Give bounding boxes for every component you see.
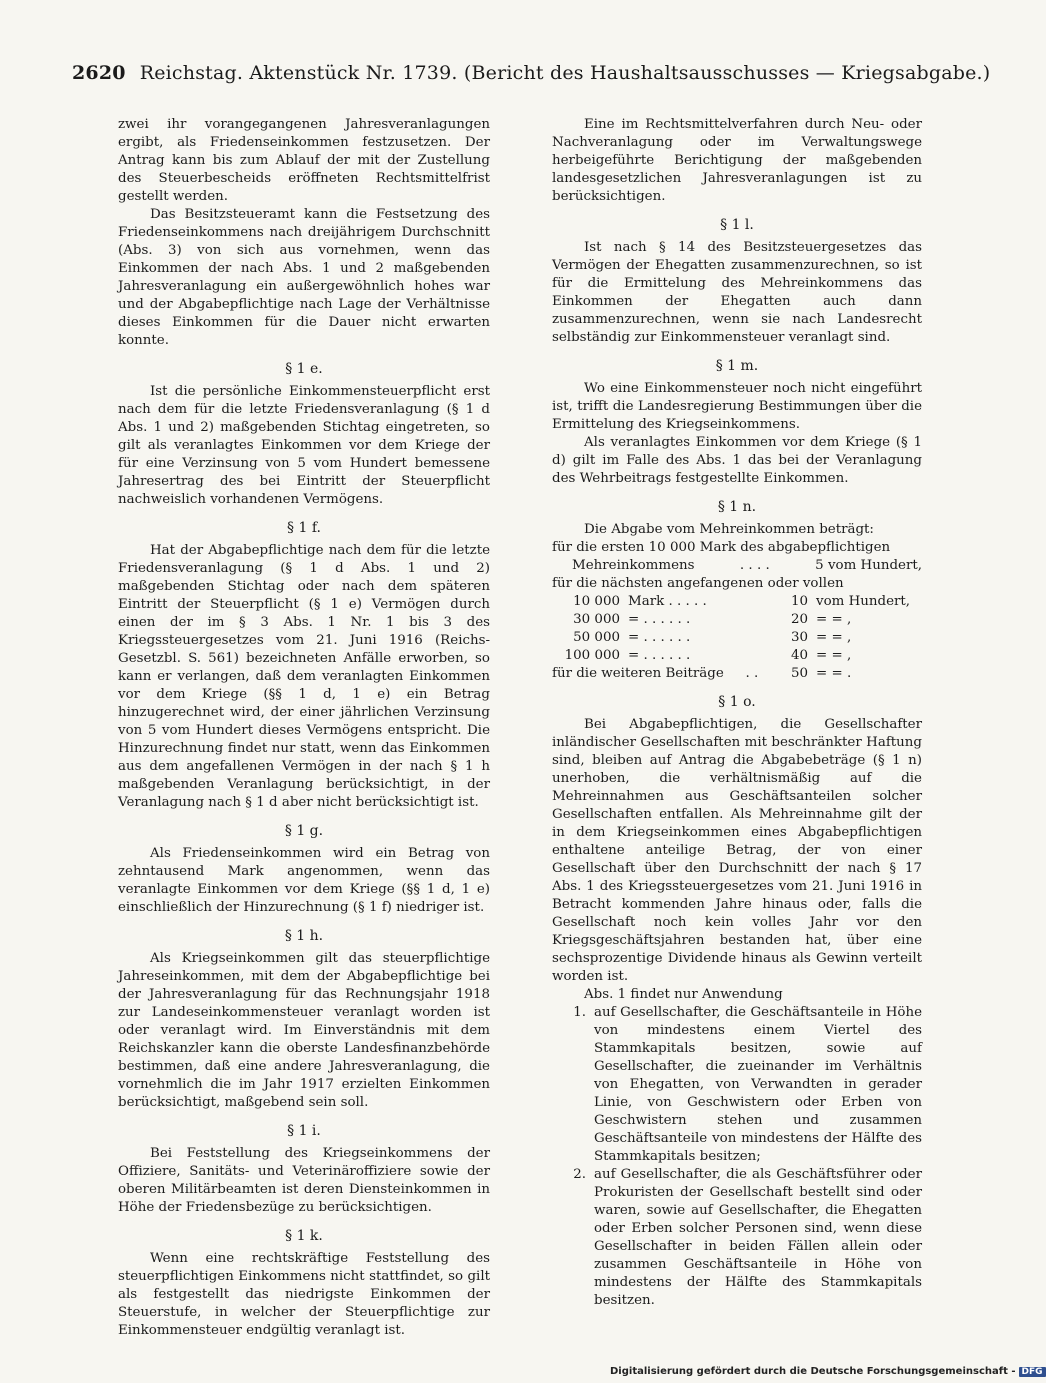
list-item: [552, 1004, 922, 1166]
paragraph: Bei Abgabepflichtigen, die Gesellschafter inländischer Gesellschaften mit beschränkter Haftung sind, bleiben auf Antrag die Abgabebeträge (§ 1 n) unerhoben, die verhältnismäßig auf die Mehreinnahmen aus Geschäftsanteilen solcher Gesellschaften entfallen. Als Mehreinnahme gilt der in dem Kriegseinkommen eines Abgabepflichtigen enthaltene anteilige Betrag, der von einer Gesellschaft über den Durchschnitt der nach § 17 Abs. 1 des Kriegssteuergesetzes vom 21. Juni 1916 in Betracht kommenden Jahre hinaus oder, falls die Gesellschaft noch kein volles Jahr vor den Kriegsgeschäftsjahren bestanden hat, über eine sechsprozentige Dividende hinaus als Gewinn verteilt worden ist.: [552, 717, 922, 984]
rate-label: = . . . . . .: [628, 612, 691, 627]
rate-last-dots: . .: [745, 666, 759, 681]
section-heading: § 1 m.: [715, 358, 759, 374]
credit-text: Digitalisierung gefördert durch die Deutsche Forschungsgemeinschaft -: [610, 1366, 1016, 1377]
rate-first-dots: . . . .: [739, 558, 770, 573]
digitization-credit: [610, 1366, 1046, 1377]
rate-unit: = = ,: [816, 612, 852, 627]
rate-first-line: für die ersten 10 000 Mark des abgabepflichtigen: [552, 540, 891, 555]
section-heading: § 1 l.: [720, 217, 754, 233]
section-heading: § 1 n.: [717, 499, 757, 515]
rate-row: [552, 629, 922, 647]
rate-amount: 50 000: [573, 630, 620, 645]
rate-label: = . . . . . .: [628, 648, 691, 663]
paragraph: Das Besitzsteueramt kann die Festsetzung des Friedenseinkommens nach dreijährigem Durchschnitt (Abs. 3) von sich aus vornehmen, wenn das Einkommen der nach Abs. 1 und 2 maßgebenden Jahresveranlagung ein außergewöhnlich hohes war und der Abgabepflichtige nach Lage der Verhältnisse dieses Einkommen für die Dauer nicht erwarten konnte.: [118, 207, 490, 348]
rate-percent: 10: [790, 594, 808, 609]
rate-next-line: für die nächsten angefangenen oder vollen: [552, 576, 844, 591]
rate-unit: = = ,: [816, 648, 852, 663]
rate-unit: = = ,: [816, 630, 852, 645]
section-heading: § 1 h.: [284, 928, 324, 944]
right-column: [552, 116, 922, 1310]
rate-last-unit: = = .: [816, 666, 852, 681]
rate-first-value: 5 vom Hundert,: [815, 558, 922, 573]
rate-amount: 10 000: [573, 594, 620, 609]
paragraph: Eine im Rechtsmittelverfahren durch Neu- oder Nachveranlagung oder im Verwaltungswege herbeigeführte Berichtigung der maßgebenden landesgesetzlichen Jahresveranlagungen ist zu berücksichtigen.: [552, 117, 922, 204]
paragraph: Bei Feststellung des Kriegseinkommens der Offiziere, Sanitäts- und Veterinäroffiziere sowie der oberen Militärbeamten ist deren Diensteinkommen in Höhe der Friedensbezüge zu berücksichtigen.: [118, 1146, 490, 1215]
paragraph: Ist nach § 14 des Besitzsteuergesetzes das Vermögen der Ehegatten zusammenzurechnen, so ist für die Ermittelung des Mehreinkommens das Einkommen der Ehegatten auch dann zusammenzurechnen, wenn sie nach Landesrecht selbständig zur Einkommensteuer veranlagt sind.: [552, 240, 922, 345]
rate-first-label: Mehreinkommens: [572, 558, 695, 573]
rate-row: [552, 647, 922, 665]
rate-last-row: [552, 665, 922, 683]
rate-amount: 100 000: [564, 648, 620, 663]
rate-last-label: für die weiteren Beiträge: [552, 666, 724, 681]
rate-intro: Die Abgabe vom Mehreinkommen beträgt:: [584, 522, 874, 537]
section-heading: § 1 f.: [287, 520, 321, 536]
list-item-number: 2.: [573, 1167, 586, 1182]
paragraph: Ist die persönliche Einkommensteuerpflicht erst nach dem für die letzte Friedensveranlagung (§ 1 d Abs. 1 und 2) maßgebenden Stichtag eingetreten, so gilt als veranlagtes Einkommen vor dem Kriege der für eine Verzinsung von 5 vom Hundert bemessene Jahresertrag des bei Eintritt der Steuerpflicht nachweislich vorhandenen Vermögens.: [118, 384, 490, 507]
list-item: [552, 1166, 922, 1310]
rate-percent: 20: [790, 612, 808, 627]
dfg-logo: DFG: [1019, 1367, 1046, 1377]
paragraph: zwei ihr vorangegangenen Jahresveranlagungen ergibt, als Friedenseinkommen festzusetzen. Der Antrag kann bis zum Ablauf der mit der Zustellung des Steuerbescheids eröffneten Rechtsmittelfrist gestellt werden.: [118, 117, 490, 204]
section-heading: § 1 o.: [718, 694, 756, 710]
paragraph: Als veranlagtes Einkommen vor dem Kriege (§ 1 d) gilt im Falle des Abs. 1 das bei der Veranlagung des Wehrbeitrags festgestellte Einkommen.: [552, 435, 922, 486]
rate-percent: 30: [790, 630, 808, 645]
rate-unit: vom Hundert,: [816, 594, 911, 609]
rate-row: [552, 611, 922, 629]
rate-label: = . . . . . .: [628, 630, 691, 645]
rate-percent: 40: [790, 648, 808, 663]
rate-table: [552, 539, 922, 683]
section-heading: § 1 i.: [287, 1123, 321, 1139]
left-column: [118, 116, 490, 1340]
rate-label: Mark . . . . .: [628, 594, 707, 609]
paragraph: Abs. 1 findet nur Anwendung: [584, 987, 783, 1002]
paragraph: Hat der Abgabepflichtige nach dem für die letzte Friedensveranlagung (§ 1 d Abs. 1 und 2) maßgebenden Stichtag oder nach dem späteren Eintritt der Steuerpflicht (§ 1 e) Vermögen durch einen der im § 3 Abs. 1 Nr. 1 bis 3 des Kriegssteuergesetzes vom 21. Juni 1916 (Reichs-Gesetzbl. S. 561) bezeichneten Anfälle erworben, so kann er verlangen, daß dem veranlagten Einkommen vor dem Kriege (§§ 1 d, 1 e) ein Betrag hinzugerechnet wird, der einer jährlichen Verzinsung von 5 vom Hundert dieses Vermögens entspricht. Die Hinzurechnung findet nur statt, wenn das Einkommen aus dem angefallenen Vermögen in der nach § 1 h maßgebenden Veranlagung berücksichtigt, in der Veranlagung nach § 1 d aber nicht berücksichtigt ist.: [118, 543, 490, 810]
list-item-text: auf Gesellschafter, die als Geschäftsführer oder Prokuristen der Gesellschaft bestellt sind oder waren, sowie auf Gesellschafter, die Ehegatten oder Erben solcher Personen sind, wenn diese Gesellschafter in beiden Fällen allein oder zusammen Geschäftsanteile in Höhe von mindestens der Hälfte des Stammkapitals besitzen.: [594, 1167, 922, 1308]
list-item-text: auf Gesellschafter, die Geschäftsanteile in Höhe von mindestens einem Viertel des Stammkapitals besitzen, sowie auf Gesellschafter, die zueinander im Verhältnis von Ehegatten, von Verwandten in gerader Linie, von Geschwistern oder Erben von Geschwistern stehen und zusammen Geschäftsanteile von mindestens der Hälfte des Stammkapitals besitzen;: [594, 1005, 922, 1164]
rate-row: [552, 593, 922, 611]
paragraph: Wenn eine rechtskräftige Feststellung des steuerpflichtigen Einkommens nicht stattfindet, so gilt als festgestellt das niedrigste Einkommen der Steuerstufe, in welcher der Steuerpflichtige zur Einkommensteuer endgültig veranlagt ist.: [118, 1251, 490, 1338]
section-heading: § 1 e.: [285, 361, 323, 377]
section-heading: § 1 k.: [285, 1228, 323, 1244]
paragraph: Als Friedenseinkommen wird ein Betrag von zehntausend Mark angenommen, wenn das veranlagte Einkommen vor dem Kriege (§§ 1 d, 1 e) einschließlich der Hinzurechnung (§ 1 f) niedriger ist.: [118, 846, 490, 915]
paragraph: Wo eine Einkommensteuer noch nicht eingeführt ist, trifft die Landesregierung Bestimmungen über die Ermittelung des Kriegseinkommens.: [552, 381, 922, 432]
paragraph: Als Kriegseinkommen gilt das steuerpflichtige Jahreseinkommen, mit dem der Abgabepflichtige bei der Jahresveranlagung für das Rechnungsjahr 1918 zur Landeseinkommensteuer veranlagt worden ist oder veranlagt wird. Im Einverständnis mit dem Reichskanzler kann die oberste Landesfinanzbehörde bestimmen, daß eine andere Jahresveranlagung, die vornehmlich die im Jahr 1917 erzielten Einkommen berücksichtigt, maßgebend sein soll.: [118, 951, 490, 1110]
rate-first-row: [552, 557, 922, 575]
page-header: [72, 62, 991, 84]
rate-amount: 30 000: [573, 612, 620, 627]
page-title: Reichstag. Aktenstück Nr. 1739. (Bericht des Haushaltsausschusses — Kriegsabgabe.): [139, 62, 991, 84]
section-heading: § 1 g.: [284, 823, 324, 839]
page-number: 2620: [72, 62, 126, 84]
rate-last-percent: 50: [790, 666, 808, 681]
list-item-number: 1.: [573, 1005, 586, 1020]
